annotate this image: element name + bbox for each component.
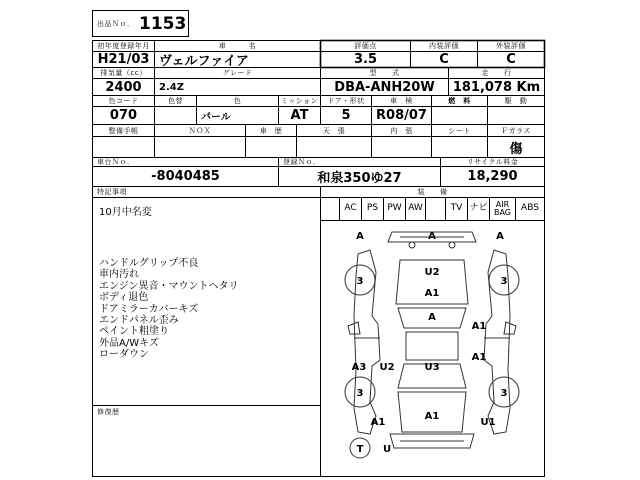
mark-left-side: A3: [351, 362, 367, 373]
doors-label: ドア・形状: [327, 97, 365, 105]
note-line: 外品A/Wキズ: [99, 337, 159, 349]
reg-year-value: H21/03: [97, 52, 150, 67]
mark-wheel-fr: 3: [500, 276, 508, 287]
mark-rear-right: U1: [480, 417, 496, 428]
exterior-score-label: 外装評価: [496, 42, 526, 50]
score-label: 評価点: [354, 42, 377, 50]
mileage-value: 181,078 Km: [452, 79, 541, 95]
color-replace-label: 色替: [168, 97, 183, 105]
grade-value: 2.4Z: [159, 81, 184, 93]
recycle-value: 18,290: [467, 169, 518, 184]
inspection-value: R08/07: [376, 108, 427, 123]
fuel-label: 燃 料: [448, 97, 471, 105]
note-line: ボディ退色: [99, 292, 149, 304]
note-line: ローダウン: [99, 349, 149, 361]
doors-value: 5: [341, 108, 351, 123]
f-glass-value: 傷: [509, 141, 523, 157]
color-code-value: 070: [109, 108, 138, 123]
note-line: 車内汚れ: [99, 269, 139, 281]
f-glass-label: Ｆガラス: [501, 126, 531, 135]
note-line: エンドパネル歪み: [99, 315, 179, 327]
equip-ac: AC: [344, 203, 357, 214]
color-value: パール: [201, 112, 231, 123]
mark-bonnet-u: U2: [424, 267, 440, 278]
grade-label: グレード: [222, 69, 253, 77]
mark-left-u: U2: [379, 362, 395, 373]
recycle-label: リサイクル料金: [466, 158, 519, 166]
mark-front-right: A: [496, 231, 504, 242]
mark-roof: A: [428, 312, 436, 323]
manual-label: 整備手帳: [108, 126, 139, 135]
mark-right-side: A1: [471, 321, 487, 332]
mark-rear-glass-u: U3: [424, 362, 440, 373]
mark-bonnet-a: A1: [424, 288, 440, 299]
mark-wheel-fl: 3: [356, 276, 364, 287]
mark-tire-u: U: [382, 444, 392, 455]
lot-number-value: 1153: [139, 14, 187, 34]
seat-label: シート: [448, 126, 471, 135]
seat-top-label: 内 張: [390, 126, 413, 135]
mark-wheel-rl: 3: [356, 388, 364, 399]
chassis-value: -8040485: [151, 169, 220, 184]
car-diagram: [320, 220, 544, 476]
note-line: ハンドルグリップ不良: [99, 258, 199, 269]
mark-right-lower: A1: [471, 352, 487, 363]
mark-front-left: A: [356, 231, 364, 242]
lot-number-label: 出品Ｎｏ．: [97, 20, 135, 28]
equip-navi: ナビ: [469, 203, 488, 214]
model-value: DBA-ANH20W: [334, 79, 435, 95]
mark-wheel-rr: 3: [500, 388, 508, 399]
mileage-label: 走 行: [481, 69, 512, 77]
note-line: ドアミラーカバーキズ: [99, 303, 199, 315]
interior-score-value: C: [439, 52, 449, 67]
interior-score-label: 内装評価: [429, 42, 459, 50]
mark-tire-t: T: [356, 444, 364, 455]
mark-rear-panel: A1: [424, 411, 440, 422]
equipment-label: 装 備: [417, 188, 448, 196]
score-value: 3.5: [353, 52, 378, 67]
drive-label: 駆 動: [504, 97, 528, 105]
notes-label: 特記事項: [97, 188, 127, 196]
equip-abs: ABS: [521, 203, 539, 214]
model-label: 型 式: [369, 69, 400, 77]
color-code-label: 色コード: [108, 97, 139, 105]
car-name-value: ヴェルファイア: [159, 54, 249, 69]
equipment-row: [0, 198, 640, 220]
mark-front-mid: A: [428, 231, 436, 242]
displacement-label: 排気量（cc）: [100, 69, 147, 77]
equip-tv: TV: [450, 203, 463, 214]
color-label: 色: [233, 97, 242, 105]
equip-aw: AW: [408, 203, 423, 214]
sunroof-label: 天 張: [322, 126, 346, 135]
registration-value: 和泉350ゆ27: [317, 171, 402, 186]
history-label: 車 歴: [259, 126, 283, 135]
chassis-label: 車台Ｎｏ．: [97, 158, 135, 166]
equip-pw: PW: [387, 203, 402, 214]
note-line: エンジン異音・マウントヘタリ: [99, 280, 239, 292]
registration-label: 登録Ｎｏ．: [283, 158, 321, 166]
equip-airbag: AIR BAG: [493, 199, 512, 217]
note-line: ペイント粗塗り: [99, 326, 169, 338]
equip-ps: PS: [366, 203, 379, 214]
transmission-label: ミッション: [280, 97, 319, 105]
exterior-score-value: C: [506, 52, 516, 67]
transmission-value: AT: [290, 108, 309, 123]
nox-label: ＮＯＸ: [188, 126, 212, 135]
reg-year-label: 初年度登録年月: [97, 42, 150, 50]
mark-rear-left: A1: [370, 417, 386, 428]
inspection-label: 車 検: [390, 97, 413, 105]
notes-list: [99, 258, 239, 361]
notes-top: 10月中名変: [99, 207, 152, 218]
car-name-label: 車 名: [218, 42, 257, 50]
repair-label: 修復歴: [97, 408, 120, 416]
displacement-value: 2400: [105, 79, 142, 95]
